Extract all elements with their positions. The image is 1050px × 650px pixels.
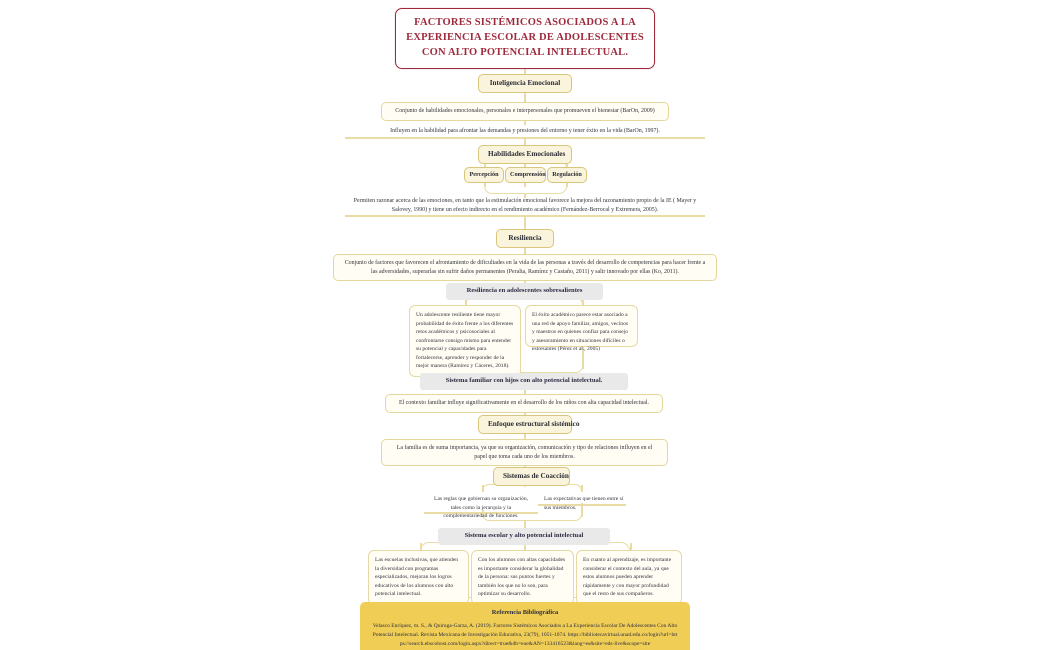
card-coaccion-1: Las reglas que gobiernan su organización, tales como la jerarquía y la complementariedad de funciones. xyxy=(433,496,529,519)
card-coaccion-2: Las expectativas que tienen entre sí sus miembros. xyxy=(544,496,624,511)
node-habilidades-emocionales[interactable]: Habilidades Emocionales xyxy=(478,145,572,164)
node-skill-percepcion[interactable]: Percepción xyxy=(464,167,504,183)
statement-contexto-familiar: El contexto familiar influye significativamente en el desarrollo de los niños con alta capacidad intelectual. xyxy=(385,394,663,413)
reference-text: Velasco Enríquez, m. S., & Quiroga-Garza, A. (2019). Factores Sistémicos Asociados a La Experiencia Escolar De Adolescentes Con Alto Potencial Intelectual. Revista Mexicana de Investigación Educativa, 23(79), 1051-1074. https://bibliotecavirtual.unad.edu.co/login?url=https://search.ebscohost.com/login.aspx?direct=true&db=eue&AN=133416523&lang=es&site=eds-live&scope=site xyxy=(372,623,678,647)
node-sistema-familiar[interactable]: Sistema familiar con hijos con alto potencial intelectual. xyxy=(420,373,628,390)
connector-ie-to-statement1 xyxy=(524,92,526,102)
card-resiliencia-1: Un adolescente resiliente tiene mayor probabilidad de éxito frente a los diferentes retos académicos y psicosociales al confrontarse consigo mismo para entender su potencial y capacidades para fortalecerse, aprender y responder de la mejor manera (Ramírez y Cáceres, 2018). xyxy=(409,305,521,377)
statement-ie-influence: Influyen en la habilidad para afrontar las demandas y presiones del entorno y tener éxito en la vida (BarOn, 1997). xyxy=(390,128,660,134)
bracket-skills-merge xyxy=(484,186,567,194)
diagram-title: FACTORES SISTÉMICOS ASOCIADOS A LA EXPERIENCIA ESCOLAR DE ADOLESCENTES CON ALTO POTENCIAL INTELECTUAL. xyxy=(395,8,655,69)
node-resiliencia[interactable]: Resiliencia xyxy=(496,229,554,248)
statement-ie-definition: Conjunto de habilidades emocionales, personales e interpersonales que promueven el bienestar (BarOn, 2009) xyxy=(381,102,669,121)
card-escuela-3: En cuanto al aprendizaje, es importante considerar el contexto del aula, ya que estos alumnos pueden aprender rápidamente y con mayor profundidad que el resto de sus compañeros. xyxy=(576,550,682,605)
statement-resiliencia-definition: Conjunto de factores que favorecen el afrontamiento de dificultades en la vida de las personas a través del desarrollo de competencias para hacer frente a las adversidades, superarlas sin sufrir daños permanentes (Peralta, Ramírez y Castaño, 2011) y salir innovado por ellas (Ko, 2011). xyxy=(333,254,717,281)
node-resiliencia-adolescentes[interactable]: Resiliencia en adolescentes sobresalientes xyxy=(446,283,603,300)
connector-to-resiliencia xyxy=(524,215,526,229)
reference-block xyxy=(360,602,690,650)
node-enfoque-estructural[interactable]: Enfoque estructural sistémico xyxy=(478,415,572,434)
reference-title: Referencia Bibliográfica xyxy=(491,609,559,616)
card-resiliencia-2: El éxito académico parece estar asociado a una red de apoyo familiar, amigos, vecinos y maestros en quienes confiar para consejo y asesoramiento en situaciones difíciles o estresantes (Pérez et al., 2005) xyxy=(525,305,638,347)
card-escuela-2: Con los alumnos con altas capacidades es importante considerar la globalidad de la persona: sus puntos fuertes y también los que no lo son, para optimizar su desarrollo. xyxy=(471,550,574,605)
statement-familia-importancia: La familia es de suma importancia, ya que su organización, comunicación y tipo de relaciones influyen en el papel que toma cada uno de los miembros. xyxy=(381,439,668,466)
node-skill-regulacion[interactable]: Regulación xyxy=(547,167,587,183)
node-skill-comprension[interactable]: Comprensión xyxy=(505,167,546,183)
card-escuela-1: Las escuelas inclusivas, que atienden la diversidad con programas especializados, mejoran los logros educativos de los alumnos con alto potencial intelectual. xyxy=(368,550,469,605)
node-sistemas-coaccion[interactable]: Sistemas de Coacción xyxy=(493,467,570,486)
statement-skills-note: Permiten razonar acerca de las emociones, en tanto que la estimulación emocional favorece la mejora del razonamiento propio de la IE ( Mayer y Salovey, 1990) y tiene un efecto indirecto en el rendimiento académico (Fernández-Berrocal y Extremera, 2005). xyxy=(353,198,697,213)
node-sistema-escolar[interactable]: Sistema escolar y alto potencial intelectual xyxy=(438,528,610,545)
node-inteligencia-emocional[interactable]: Inteligencia Emocional xyxy=(478,74,572,93)
